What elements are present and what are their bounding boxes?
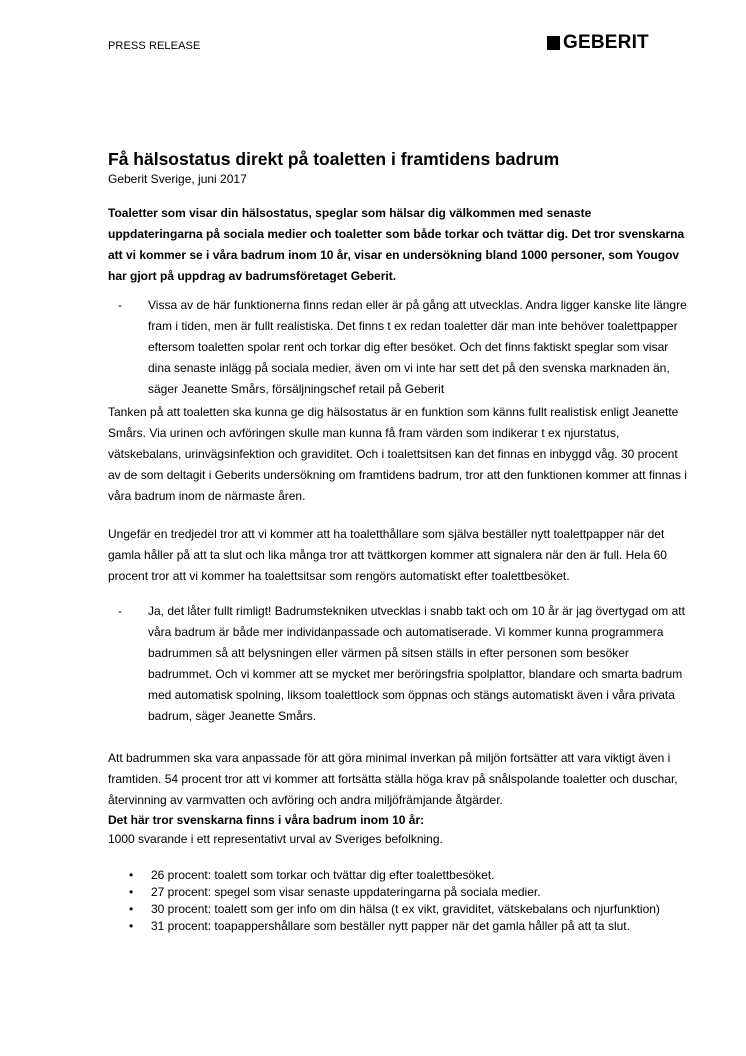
geberit-logo [547, 34, 649, 52]
quote-text: Ja, det låter fullt rimligt! Badrumstekniken utvecklas i snabb takt och om 10 år är jag övertygad om att våra badrum är både mer individanpassade och automatiserade. Vi kommer kunna programmera badrummen så att belysningen eller värmen på sitsen ställs in efter personen som besöker badrummet. Och vi kommer att se mycket mer beröringsfria spolplattor, blandare och smarta badrum med automatisk spolning, liksom toalettlock som öppnas och stängs automatiskt även i våra privata badrum, säger Jeanette Smårs. [148, 604, 685, 723]
bullet-icon: • [129, 919, 134, 933]
list-item [108, 884, 688, 901]
press-release-label: PRESS RELEASE [108, 40, 201, 52]
document-body [108, 148, 688, 935]
list-item-text: 27 procent: spegel som visar senaste uppdateringarna på sociala medier. [151, 885, 541, 899]
body-paragraph: Ungefär en tredjedel tror att vi kommer att ha toaletthållare som själva beställer nytt toalettpapper när det gamla håller på att ta slut och lika många tror att tvättkorgen kommer att signalera när den är full. Hela 60 procent tror att vi kommer ha toalettsitsar som rengörs automatiskt efter toalettbesöket. [108, 527, 667, 583]
quote-dash: - [118, 604, 122, 618]
logo-wordmark: GEBERIT [563, 32, 649, 53]
quote-dash: - [118, 298, 122, 312]
survey-heading: Det här tror svenskarna finns i våra badrum inom 10 år: [108, 813, 425, 827]
list-item [108, 901, 688, 918]
quote-block [108, 295, 688, 400]
lead-paragraph: Toaletter som visar din hälsostatus, speglar som hälsar dig välkommen med senaste uppdateringarna på sociala medier och toaletter som både torkar och tvättar dig. Det tror svenskarna att vi kommer se i våra badrum inom 10 år, visar en undersökning bland 1000 personer, som Yougov har gjort på uppdrag av badrumsföretaget Geberit. [108, 206, 685, 283]
bullet-icon: • [129, 868, 134, 882]
list-item-text: 31 procent: toapappershållare som beställer nytt papper när det gamla håller på att ta slut. [151, 919, 630, 933]
list-item-text: 26 procent: toalett som torkar och tvättar dig efter toalettbesöket. [151, 868, 495, 882]
body-paragraph: Att badrummen ska vara anpassade för att göra minimal inverkan på miljön fortsätter att vara viktigt även i framtiden. 54 procent tror att vi kommer att fortsätta ställa höga krav på snålspolande toaletter och duschar, återvinning av varmvatten och avföring och andra miljöfrämjande åtgärder. [108, 751, 678, 807]
bullet-icon: • [129, 885, 134, 899]
page-title: Få hälsostatus direkt på toaletten i framtidens badrum [108, 149, 560, 169]
quote-block [108, 601, 688, 727]
list-item [108, 918, 688, 935]
list-item-text: 30 procent: toalett som ger info om din hälsa (t ex vikt, graviditet, vätskebalans och njurfunktion) [151, 902, 660, 916]
byline: Geberit Sverige, juni 2017 [108, 172, 247, 186]
survey-subheading: 1000 svarande i ett representativt urval av Sveriges befolkning. [108, 832, 443, 846]
survey-results-list [108, 867, 688, 935]
body-paragraph: Tanken på att toaletten ska kunna ge dig hälsostatus är en funktion som känns fullt realistisk enligt Jeanette Smårs. Via urinen och avföringen skulle man kunna få fram värden som indikerar t ex njurstatus, vätskebalans, urinvägsinfektion och graviditet. Och i toalettsitsen kan det finnas en inbyggd våg. 30 procent av de som deltagit i Geberits undersökning om framtidens badrum, tror att den funktionen kommer att finnas i våra badrum inom de närmaste åren. [108, 405, 687, 503]
logo-square-icon [547, 36, 560, 50]
quote-text: Vissa av de här funktionerna finns redan eller är på gång att utvecklas. Andra ligger kanske lite längre fram i tiden, men är fullt realistiska. Det finns t ex redan toaletter där man inte behöver toalettpapper eftersom toaletten spolar rent och torkar dig efter besöket. Och det finns faktiskt speglar som visar dina senaste inlägg på sociala medier, även om vi inte har sett det på den svenska marknaden än, säger Jeanette Smårs, försäljningschef retail på Geberit [148, 298, 687, 396]
list-item [108, 867, 688, 884]
bullet-icon: • [129, 902, 134, 916]
